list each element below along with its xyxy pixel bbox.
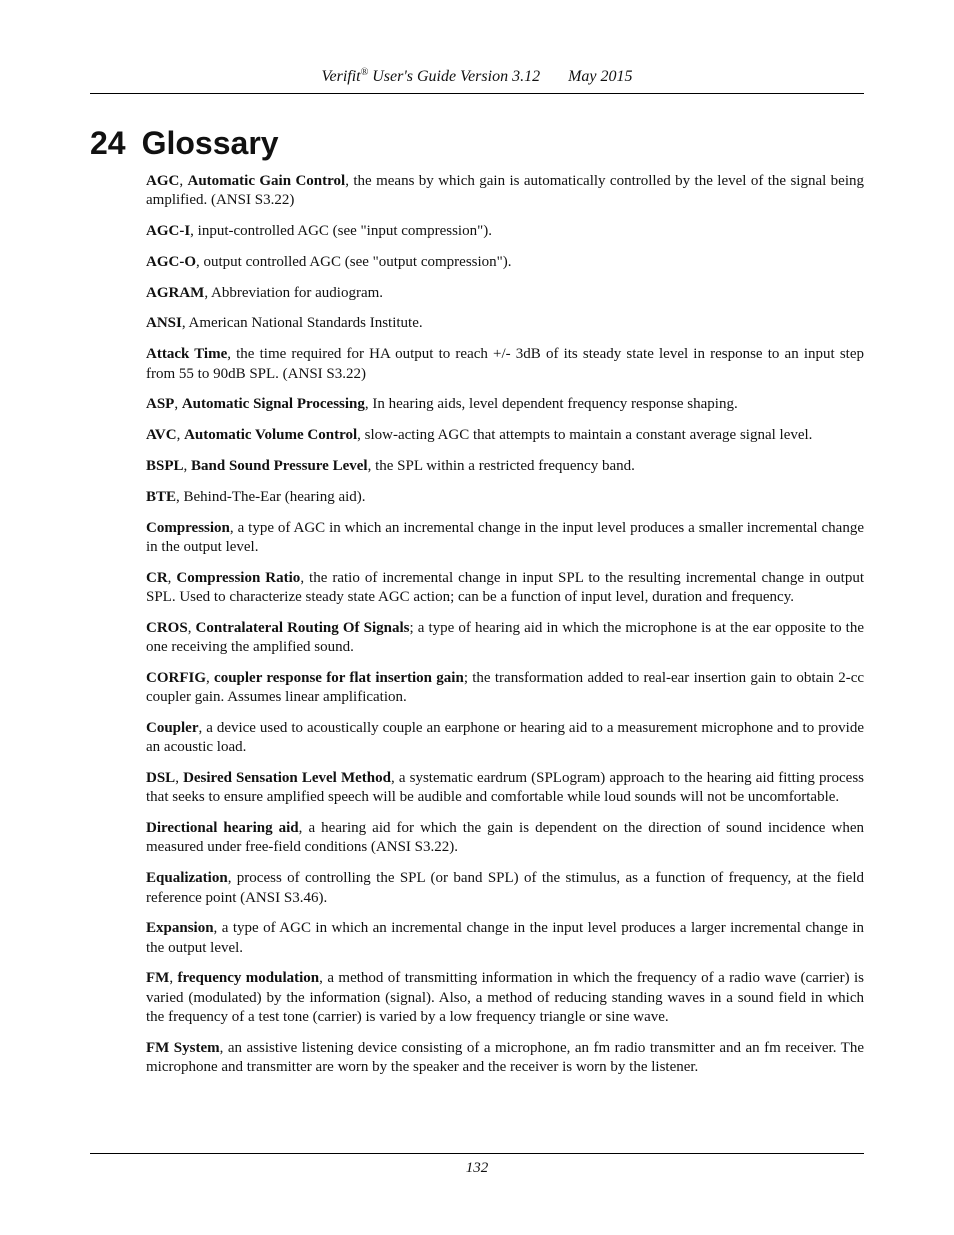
glossary-term: Automatic Gain Control: [187, 173, 346, 189]
glossary-term: Expansion: [146, 920, 214, 937]
header-product: Verifit: [321, 68, 361, 85]
glossary-definition: ; the transformation added to real-ear insertion gain to obtain 2-cc coupler gain. Assumes linear amplification.: [146, 669, 865, 706]
glossary-term: BTE: [146, 488, 177, 505]
glossary-term: Desired Sensation Level Method: [183, 770, 391, 787]
glossary-term: FM System: [146, 1039, 220, 1056]
glossary-entry: [146, 253, 864, 272]
glossary-entry: [146, 919, 864, 958]
glossary-entry: [146, 869, 864, 908]
glossary-definition: ,: [183, 457, 192, 474]
glossary-term: AGC-I: [146, 223, 191, 240]
glossary-definition: , the SPL within a restricted frequency band.: [367, 457, 635, 474]
header-guide: User's Guide Version 3.12: [372, 68, 541, 85]
glossary-definition: ; a type of hearing aid in which the microphone is at the ear opposite to the one receiving the amplified sound.: [146, 619, 864, 656]
glossary-entry: [146, 969, 864, 1027]
header-rule: [90, 93, 864, 94]
glossary-term: DSL: [146, 770, 176, 787]
glossary-definition: , the means by which gain is automatically controlled by the level of the signal being amplified. (ANSI S3.22): [146, 173, 865, 209]
glossary-definition: ,: [175, 770, 184, 787]
glossary-definition: ,: [206, 669, 215, 686]
glossary-term: Directional hearing aid: [146, 820, 299, 837]
glossary-definition: ,: [169, 970, 178, 987]
chapter-title: [90, 121, 279, 165]
header-date: May 2015: [568, 68, 633, 85]
glossary-term: AGRAM: [146, 284, 205, 301]
glossary-term: BSPL: [146, 457, 184, 474]
glossary-term: CROS: [146, 619, 188, 636]
glossary-definition: , the ratio of incremental change in input SPL to the resulting incremental change in output SPL. Used to characterize steady state AGC action; can be a function of input level, duration and frequency.: [146, 569, 864, 605]
glossary-definition: ,: [187, 619, 196, 636]
glossary-term: CR: [146, 569, 168, 586]
glossary-entry: [146, 669, 864, 708]
glossary-term: FM: [146, 970, 170, 987]
chapter-title-text: Glossary: [141, 125, 279, 161]
glossary-term: AGC-O: [146, 253, 196, 270]
glossary-entry: [146, 819, 864, 858]
glossary-entry: [146, 769, 864, 808]
page-number: 132: [465, 1160, 489, 1176]
glossary-definition: , American National Standards Institute.: [181, 315, 423, 332]
glossary-entry: [146, 519, 864, 558]
glossary-entry: [146, 345, 864, 384]
glossary-definition: , a device used to acoustically couple an earphone or hearing aid to a measurement microphone and to provide an acoustic load.: [146, 719, 864, 756]
glossary-term: CORFIG: [146, 669, 206, 686]
glossary-term: Automatic Volume Control: [184, 427, 358, 444]
glossary-entry: [146, 172, 864, 211]
glossary-entry: [146, 488, 864, 507]
glossary-entry: [146, 395, 864, 414]
glossary-definition: , In hearing aids, level dependent frequency response shaping.: [364, 396, 738, 413]
glossary-definition: , a type of AGC in which an incremental change in the input level produces a smaller incremental change in the output level.: [146, 519, 864, 555]
glossary-term: Coupler: [146, 719, 199, 736]
glossary-term: Compression Ratio: [176, 569, 301, 586]
glossary-definition: , process of controlling the SPL (or band SPL) of the stimulus, as a function of frequency, at the field reference point (ANSI S3.46).: [146, 870, 864, 906]
glossary-term: ASP: [146, 396, 175, 413]
glossary-entry: [146, 426, 864, 445]
glossary-entry: [146, 619, 864, 658]
registered-mark: ®: [360, 67, 369, 78]
glossary-definition: , a systematic eardrum (SPLogram) approach to the hearing aid fitting process that seeks to ensure amplified speech will be audible and comfortable while loud sounds will not be uncomfortable.: [146, 770, 865, 806]
chapter-number: 24: [90, 125, 126, 161]
glossary-entry: [146, 284, 864, 303]
glossary-definition: ,: [167, 569, 177, 586]
glossary-entry: [146, 222, 864, 241]
glossary-term: AVC: [146, 427, 177, 444]
glossary-definition: , a type of AGC in which an incremental change in the input level produces a larger incremental change in the output level.: [146, 920, 864, 956]
glossary-list: [146, 172, 864, 1089]
glossary-term: Compression: [146, 519, 230, 536]
glossary-definition: , Abbreviation for audiogram.: [204, 284, 384, 301]
glossary-definition: , a hearing aid for which the gain is dependent on the direction of sound incidence when measured under free-field conditions (ANSI S3.22).: [146, 820, 864, 856]
glossary-definition: ,: [174, 396, 182, 413]
glossary-entry: [146, 1039, 864, 1078]
footer-rule: [90, 1153, 864, 1154]
glossary-term: AGC: [146, 173, 180, 189]
glossary-definition: , the time required for HA output to reach +/- 3dB of its steady state level in response to an input step from 55 to 90dB SPL. (ANSI S3.22): [146, 346, 864, 382]
glossary-term: coupler response for flat insertion gain: [214, 669, 464, 686]
page-header: [90, 66, 864, 88]
glossary-definition: , a method of transmitting information in which the frequency of a radio wave (carrier) is varied (modulated) by the information (signal). Also, a method of reducing standing waves in a sound field in which the frequency of a test tone (carrier) is varied by a low frequency triangle or sine wave.: [146, 970, 864, 1025]
glossary-term: ANSI: [146, 315, 182, 332]
glossary-definition: , an assistive listening device consisting of a microphone, an fm radio transmitter and an fm receiver. The microphone and transmitter are worn by the speaker and the receiver is worn by the listener.: [146, 1039, 864, 1076]
glossary-term: Band Sound Pressure Level: [191, 457, 368, 474]
glossary-definition: , Behind-The-Ear (hearing aid).: [176, 488, 366, 505]
glossary-definition: , slow-acting AGC that attempts to maintain a constant average signal level.: [357, 427, 813, 444]
glossary-entry: [146, 719, 864, 758]
glossary-entry: [146, 314, 864, 333]
glossary-definition: , input-controlled AGC (see "input compression").: [190, 223, 492, 240]
glossary-term: frequency modulation: [177, 970, 320, 987]
glossary-term: Automatic Signal Processing: [181, 396, 365, 413]
glossary-term: Equalization: [146, 870, 228, 887]
glossary-entry: [146, 457, 864, 476]
glossary-term: Attack Time: [146, 346, 228, 363]
glossary-definition: ,: [176, 427, 185, 444]
glossary-term: Contralateral Routing Of Signals: [195, 619, 410, 636]
glossary-definition: ,: [179, 173, 188, 189]
glossary-entry: [146, 569, 864, 608]
glossary-definition: , output controlled AGC (see "output compression").: [196, 253, 512, 270]
